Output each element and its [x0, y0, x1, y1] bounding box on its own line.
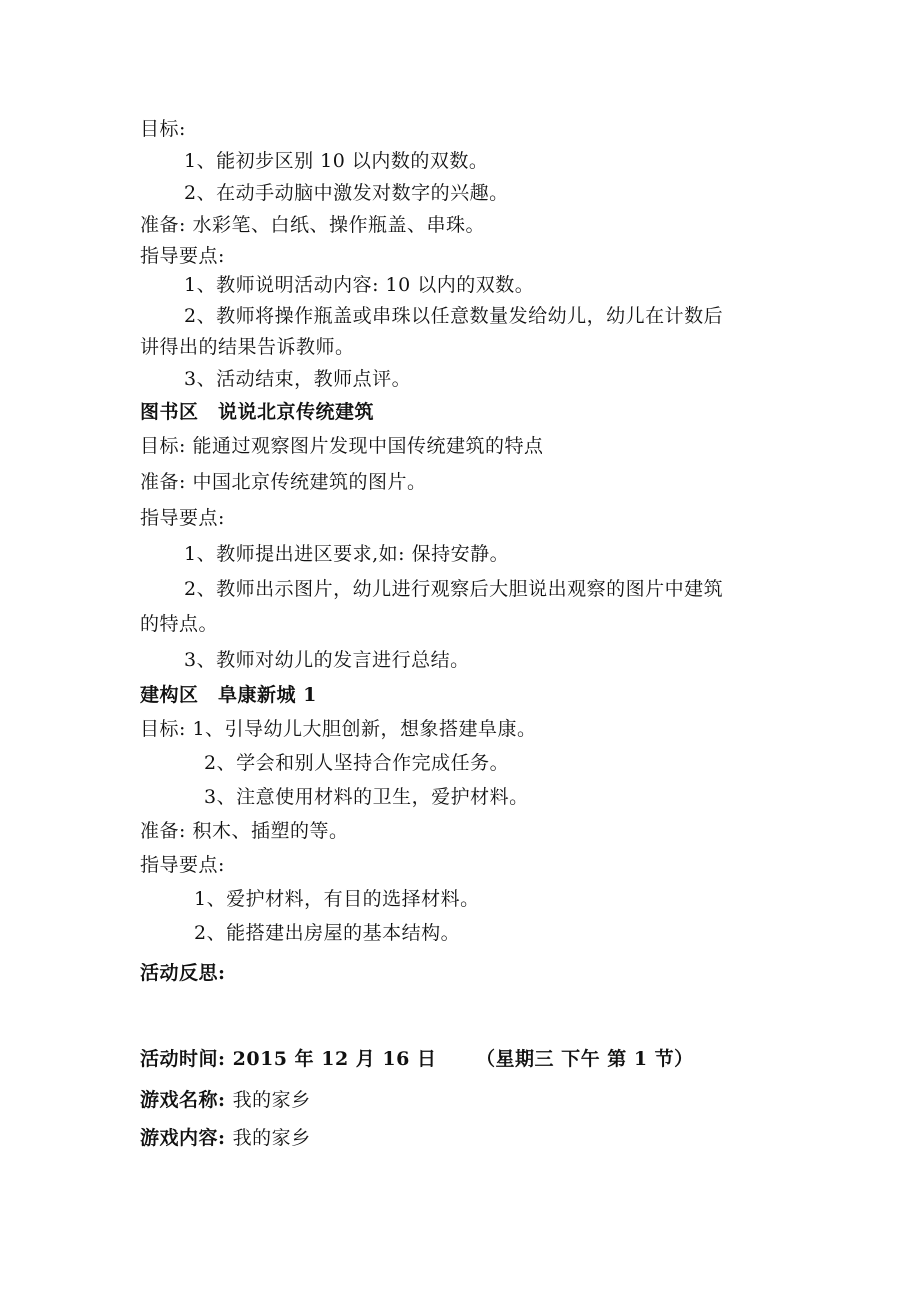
guide-item-3: 3、教师对幼儿的发言进行总结。 — [184, 649, 470, 671]
goal-item-1: 目标: 1、引导幼儿大胆创新，想象搭建阜康。 — [140, 718, 537, 740]
game-name — [140, 1087, 311, 1113]
reflection-label: 活动反思: — [140, 962, 226, 984]
goal-item-3: 3、注意使用材料的卫生，爱护材料。 — [204, 786, 529, 808]
goal: 目标: 能通过观察图片发现中国传统建筑的特点 — [140, 435, 544, 457]
preparation: 准备: 中国北京传统建筑的图片。 — [140, 471, 427, 493]
activity-time-label: 活动时间: — [140, 1048, 233, 1070]
game-name-label: 游戏名称: — [140, 1089, 233, 1111]
guide-item-3: 3、活动结束，教师点评。 — [184, 368, 412, 390]
goal-item-1: 1、能初步区别 10 以内数的双数。 — [184, 150, 489, 172]
guide-item-2: 2、教师将操作瓶盖或串珠以任意数量发给幼儿，幼儿在计数后 — [184, 305, 724, 327]
activity-time-value: 2015 年 12 月 16 日 — [232, 1048, 437, 1070]
guide-item-2-continued: 讲得出的结果告诉教师。 — [140, 336, 355, 358]
goal-label: 目标: — [140, 118, 186, 140]
section-heading-library: 图书区 说说北京传统建筑 — [140, 401, 375, 423]
activity-time — [140, 1046, 436, 1072]
guide-item-1: 1、教师说明活动内容: 10 以内的双数。 — [184, 274, 535, 296]
guide-item-2-continued: 的特点。 — [140, 613, 219, 635]
guide-item-2: 2、教师出示图片，幼儿进行观察后大胆说出观察的图片中建筑 — [184, 578, 724, 600]
guide-item-1: 1、教师提出进区要求,如: 保持安静。 — [184, 543, 510, 565]
guide-item-1: 1、爱护材料，有目的选择材料。 — [194, 888, 480, 910]
guide-label: 指导要点: — [140, 245, 225, 267]
activity-time-note: （星期三 下午 第 1 节） — [476, 1048, 694, 1070]
preparation: 准备: 水彩笔、白纸、操作瓶盖、串珠。 — [140, 214, 485, 236]
guide-label: 指导要点: — [140, 507, 225, 529]
goal-item-2: 2、在动手动脑中激发对数字的兴趣。 — [184, 182, 509, 204]
game-name-value: 我的家乡 — [232, 1089, 311, 1111]
game-content — [140, 1125, 311, 1151]
preparation: 准备: 积木、插塑的等。 — [140, 820, 349, 842]
goal-item-2: 2、学会和别人坚持合作完成任务。 — [204, 752, 510, 774]
game-content-label: 游戏内容: — [140, 1127, 233, 1149]
game-content-value: 我的家乡 — [232, 1127, 311, 1149]
guide-label: 指导要点: — [140, 854, 225, 876]
section-heading-construction: 建构区 阜康新城 1 — [140, 684, 317, 706]
guide-item-2: 2、能搭建出房屋的基本结构。 — [194, 922, 461, 944]
